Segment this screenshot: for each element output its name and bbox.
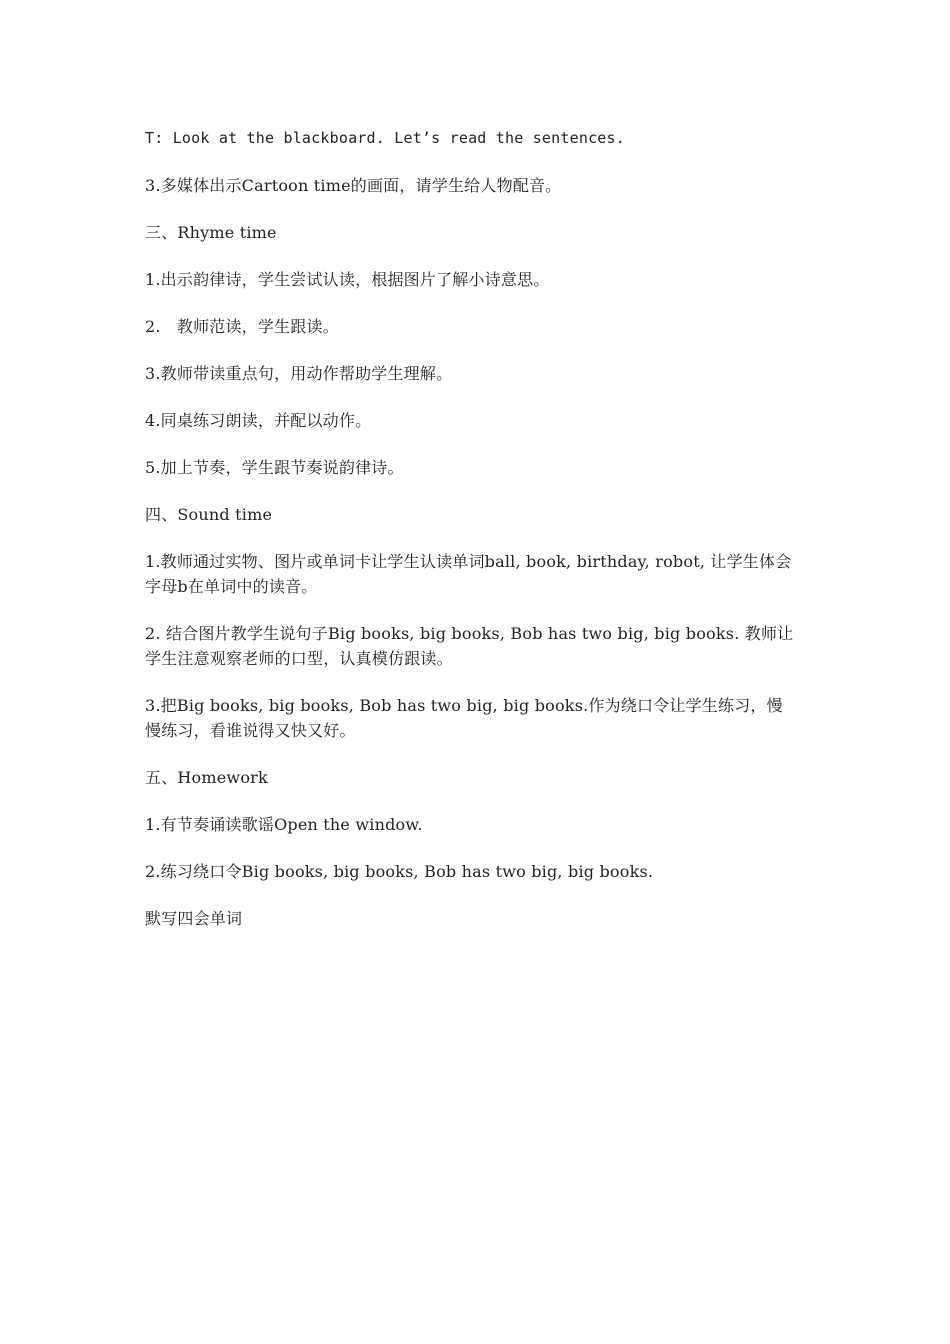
paragraph-rhyme-step-2: 2. 教师范读，学生跟读。 bbox=[145, 317, 339, 336]
paragraph-sound-step-1: 1.教师通过实物、图片或单词卡让学生认读单词ball, book, birthday, robot, 让学生体会字母b在单词中的读音。 bbox=[145, 552, 792, 596]
section-heading-rhyme-time: 三、Rhyme time bbox=[145, 223, 277, 242]
section-heading-sound-time: 四、Sound time bbox=[145, 505, 273, 524]
document-body bbox=[145, 126, 795, 953]
section-heading-homework: 五、Homework bbox=[145, 768, 268, 787]
paragraph-rhyme-step-3: 3.教师带读重点句，用动作帮助学生理解。 bbox=[145, 364, 453, 383]
paragraph-homework-2: 2.练习绕口令Big books, big books, Bob has two big, big books. bbox=[145, 862, 654, 881]
paragraph-teacher-line: T: Look at the blackboard. Let’s read the sentences. bbox=[145, 129, 625, 147]
paragraph-homework-1: 1.有节奏诵读歌谣Open the window. bbox=[145, 815, 423, 834]
paragraph-dictation: 默写四会单词 bbox=[145, 909, 243, 928]
paragraph-sound-step-3: 3.把Big books, big books, Bob has two big, big books.作为绕口令让学生练习，慢慢练习，看谁说得又快又好。 bbox=[145, 696, 783, 740]
paragraph-rhyme-step-5: 5.加上节奏，学生跟节奏说韵律诗。 bbox=[145, 458, 404, 477]
paragraph-cartoon-dubbing: 3.多媒体出示Cartoon time的画面，请学生给人物配音。 bbox=[145, 176, 562, 195]
paragraph-rhyme-step-1: 1.出示韵律诗，学生尝试认读，根据图片了解小诗意思。 bbox=[145, 270, 550, 289]
paragraph-sound-step-2: 2. 结合图片教学生说句子Big books, big books, Bob has two big, big books. 教师让学生注意观察老师的口型，认真模仿跟读。 bbox=[145, 624, 794, 668]
paragraph-rhyme-step-4: 4.同桌练习朗读，并配以动作。 bbox=[145, 411, 372, 430]
